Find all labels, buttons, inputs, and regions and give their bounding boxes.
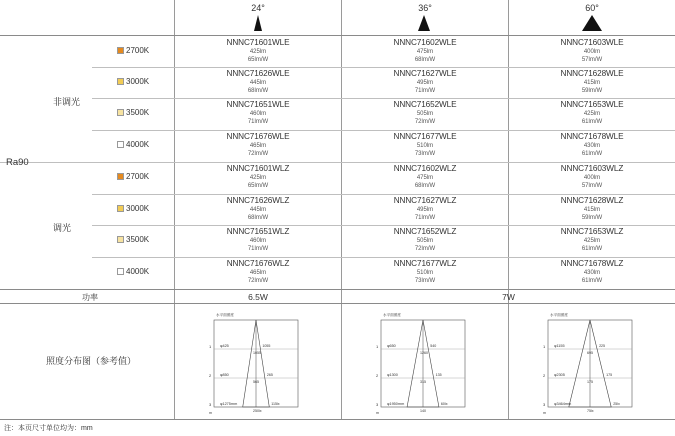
power-label: 功率 [82, 293, 98, 302]
product-cell [509, 164, 675, 190]
product-cell [509, 259, 675, 285]
grid-line [0, 419, 675, 420]
product-cell [342, 227, 508, 253]
center-lux-label: 695 [587, 351, 593, 355]
product-model: NNNC71628WLZ [560, 196, 624, 205]
product-cell [342, 38, 508, 64]
product-lumen: 430lm [583, 143, 601, 149]
diagram-title: 水平面照度 [216, 313, 234, 317]
diameter-label: φ850 [220, 373, 229, 377]
height-unit: m [376, 411, 379, 415]
cct-label [117, 267, 149, 277]
ra-label: Ra90 [6, 157, 29, 168]
cct-label [117, 204, 149, 214]
height-unit: m [543, 411, 546, 415]
product-cell [509, 227, 675, 253]
product-efficacy: 61lm/W [581, 151, 603, 157]
cct-label [117, 140, 149, 150]
product-model: NNNC71652WLE [393, 100, 457, 109]
product-efficacy: 73lm/W [414, 278, 436, 284]
product-efficacy: 59lm/W [581, 215, 603, 221]
product-efficacy: 68lm/W [247, 215, 269, 221]
height-tick: 3 [543, 402, 546, 407]
product-efficacy: 72lm/W [247, 151, 269, 157]
product-cell [342, 100, 508, 126]
product-lumen: 460lm [249, 238, 267, 244]
product-model: NNNC71651WLE [226, 100, 290, 109]
cct-text: 2700K [126, 172, 150, 181]
grid-line [92, 225, 675, 226]
product-model: NNNC71602WLZ [393, 164, 457, 173]
grid-line [92, 257, 675, 258]
product-lumen: 400lm [583, 49, 601, 55]
group-label-dimmable: 调光 [53, 223, 72, 233]
center-lux-label: 1055 [253, 351, 261, 355]
product-cell [175, 69, 341, 95]
cct-text: 3500K [126, 108, 150, 117]
cct-text: 3000K [126, 77, 150, 86]
product-lumen: 495lm [416, 80, 434, 86]
product-cell [175, 259, 341, 285]
diameter-label: φ650 [387, 344, 396, 348]
cct-text: 3000K [126, 204, 150, 213]
color-swatch-icon [117, 205, 124, 212]
color-swatch-icon [117, 268, 124, 275]
cct-label [117, 77, 149, 87]
edge-lux-label: 225 [599, 344, 606, 348]
diagram-title: 水平面照度 [383, 313, 401, 317]
product-model: NNNC71676WLE [226, 132, 290, 141]
illuminance-diagram [208, 311, 308, 415]
cct-text: 4000K [126, 140, 150, 149]
product-model: NNNC71678WLZ [560, 259, 624, 268]
product-lumen: 510lm [416, 143, 434, 149]
product-efficacy: 61lm/W [581, 119, 603, 125]
product-model: NNNC71678WLE [560, 132, 624, 141]
diameter-label: φ425 [220, 344, 229, 348]
height-tick: 1 [209, 344, 212, 349]
product-efficacy: 73lm/W [414, 151, 436, 157]
product-efficacy: 72lm/W [247, 278, 269, 284]
product-cell [342, 259, 508, 285]
height-tick: 2 [543, 373, 546, 378]
grid-line [0, 35, 675, 36]
grid-line [92, 98, 675, 99]
product-efficacy: 72lm/W [414, 246, 436, 252]
product-model: NNNC71677WLZ [393, 259, 457, 268]
product-model: NNNC71627WLZ [393, 196, 457, 205]
product-cell [175, 227, 341, 253]
color-swatch-icon [117, 47, 124, 54]
diameter-label: φ1155 [554, 344, 565, 348]
product-model: NNNC71601WLZ [226, 164, 290, 173]
diameter-label: φ1275mm [220, 402, 238, 406]
product-efficacy: 61lm/W [581, 246, 603, 252]
angle-heading: 60° [585, 3, 599, 13]
grid-line [92, 130, 675, 131]
center-lux-label: 315 [420, 380, 426, 384]
product-model: NNNC71653WLE [560, 100, 624, 109]
edge-lux-label: 1055 [262, 344, 271, 348]
edge-lux-label: 115lx [271, 402, 280, 406]
product-lumen: 445lm [249, 207, 267, 213]
product-model: NNNC71603WLE [560, 38, 624, 47]
product-lumen: 495lm [416, 207, 434, 213]
product-model: NNNC71653WLZ [560, 227, 624, 236]
height-tick: 2 [376, 373, 379, 378]
beam-angle-icon [254, 15, 262, 31]
center-lux-label: 140 [420, 409, 426, 413]
product-model: NNNC71676WLZ [226, 259, 290, 268]
product-cell [175, 196, 341, 222]
grid-line [92, 67, 675, 68]
product-lumen: 475lm [416, 175, 434, 181]
product-cell [509, 196, 675, 222]
height-tick: 1 [543, 344, 546, 349]
product-efficacy: 71lm/W [247, 119, 269, 125]
power-value-36-60: 7W [502, 292, 515, 302]
color-swatch-icon [117, 141, 124, 148]
product-cell [342, 196, 508, 222]
illuminance-chart [208, 311, 308, 415]
beam-angle-icon [582, 15, 602, 31]
group-label-non-dimmable: 非调光 [53, 97, 81, 107]
cct-label [117, 235, 149, 245]
color-swatch-icon [117, 109, 124, 116]
cct-text: 3500K [126, 235, 150, 244]
center-lux-label: 1260 [420, 351, 428, 355]
product-model: NNNC71677WLE [393, 132, 457, 141]
product-efficacy: 71lm/W [247, 246, 269, 252]
cct-label [117, 172, 149, 182]
product-cell [175, 164, 341, 190]
footnote: 注：本页尺寸单位均为：mm [4, 425, 93, 432]
product-lumen: 460lm [249, 111, 267, 117]
illuminance-chart [375, 311, 475, 415]
product-lumen: 475lm [416, 49, 434, 55]
edge-lux-label: 25lx [613, 402, 620, 406]
product-efficacy: 68lm/W [247, 88, 269, 94]
color-swatch-icon [117, 78, 124, 85]
edge-lux-label: 175 [606, 373, 613, 377]
product-lumen: 445lm [249, 80, 267, 86]
edge-lux-label: 265 [266, 373, 273, 377]
grid-line [0, 303, 675, 304]
center-lux-label: 250lx [253, 409, 262, 413]
diameter-label: φ2305 [554, 373, 565, 377]
product-model: NNNC71626WLZ [226, 196, 290, 205]
product-lumen: 465lm [249, 270, 267, 276]
product-lumen: 425lm [583, 238, 601, 244]
product-cell [342, 132, 508, 158]
product-cell [175, 38, 341, 64]
product-model: NNNC71628WLE [560, 69, 624, 78]
product-model: NNNC71652WLZ [393, 227, 457, 236]
product-efficacy: 72lm/W [414, 119, 436, 125]
product-efficacy: 59lm/W [581, 88, 603, 94]
product-efficacy: 68lm/W [414, 57, 436, 63]
height-tick: 2 [209, 373, 212, 378]
product-model: NNNC71601WLE [226, 38, 290, 47]
illuminance-label: 照度分布图（参考值） [46, 356, 137, 366]
grid-line [92, 194, 675, 195]
product-cell [509, 100, 675, 126]
cct-text: 4000K [126, 267, 150, 276]
product-efficacy: 61lm/W [581, 278, 603, 284]
color-swatch-icon [117, 173, 124, 180]
product-cell [509, 69, 675, 95]
center-lux-label: 75lx [587, 409, 594, 413]
grid-line [0, 289, 675, 290]
height-tick: 1 [376, 344, 379, 349]
illuminance-diagram [375, 311, 475, 415]
diameter-label: φ1300 [387, 373, 398, 377]
edge-lux-label: 540 [430, 344, 437, 348]
product-efficacy: 65lm/W [247, 183, 269, 189]
diameter-label: φ1950mm [387, 402, 405, 406]
cct-label [117, 108, 149, 118]
product-lumen: 430lm [583, 270, 601, 276]
product-efficacy: 71lm/W [414, 88, 436, 94]
product-cell [175, 100, 341, 126]
product-efficacy: 68lm/W [414, 183, 436, 189]
product-lumen: 465lm [249, 143, 267, 149]
product-lumen: 510lm [416, 270, 434, 276]
illuminance-diagram [542, 311, 642, 415]
product-lumen: 425lm [583, 111, 601, 117]
product-lumen: 400lm [583, 175, 601, 181]
product-model: NNNC71626WLE [226, 69, 290, 78]
edge-lux-label: 135 [435, 373, 442, 377]
product-cell [509, 38, 675, 64]
product-cell [509, 132, 675, 158]
product-lumen: 505lm [416, 238, 434, 244]
height-tick: 3 [209, 402, 212, 407]
product-model: NNNC71651WLZ [226, 227, 290, 236]
height-unit: m [209, 411, 212, 415]
beam-angle-icon [418, 15, 430, 31]
product-model: NNNC71602WLE [393, 38, 457, 47]
product-lumen: 425lm [249, 49, 267, 55]
grid-line [0, 162, 675, 163]
product-lumen: 415lm [583, 80, 601, 86]
angle-heading: 24° [251, 3, 265, 13]
center-lux-label: 175 [587, 380, 593, 384]
product-lumen: 425lm [249, 175, 267, 181]
product-cell [342, 164, 508, 190]
product-model: NNNC71603WLZ [560, 164, 624, 173]
product-cell [175, 132, 341, 158]
cct-label [117, 46, 149, 56]
height-tick: 3 [376, 402, 379, 407]
cct-text: 2700K [126, 46, 150, 55]
product-cell [342, 69, 508, 95]
product-efficacy: 65lm/W [247, 57, 269, 63]
product-efficacy: 57lm/W [581, 57, 603, 63]
product-efficacy: 71lm/W [414, 215, 436, 221]
product-model: NNNC71627WLE [393, 69, 457, 78]
color-swatch-icon [117, 236, 124, 243]
diagram-title: 水平面照度 [550, 313, 568, 317]
power-value-24: 6.5W [248, 292, 268, 302]
illuminance-chart [542, 311, 642, 415]
angle-heading: 36° [418, 3, 432, 13]
product-lumen: 505lm [416, 111, 434, 117]
product-lumen: 415lm [583, 207, 601, 213]
diameter-label: φ3464mm [554, 402, 572, 406]
product-efficacy: 57lm/W [581, 183, 603, 189]
center-lux-label: 565 [253, 380, 259, 384]
edge-lux-label: 60lx [440, 402, 448, 406]
